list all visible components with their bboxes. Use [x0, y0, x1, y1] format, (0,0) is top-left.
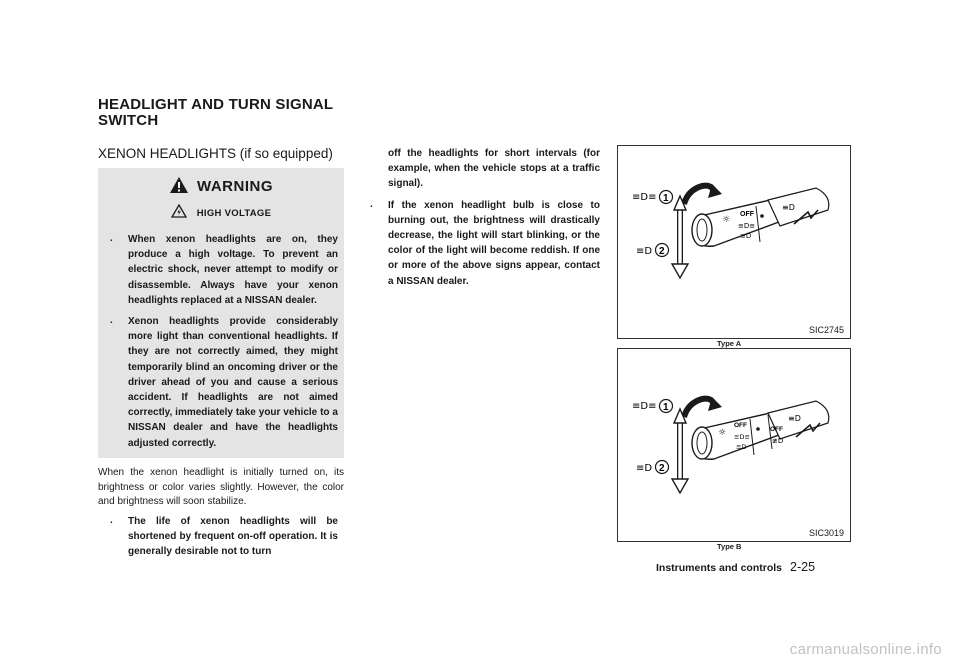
- warning-bullet: . Xenon headlights provide considerably more light than conventional headlights. If they are not correctly aimed, they might temporarily blind an oncoming driver or the driver ahead of you and cause a serious accident. If headlights are not aimed correctly, immediately take your vehicle to a NISSAN dealer and have the headlights adjusted correctly.: [98, 314, 344, 451]
- bullet-list: [98, 514, 344, 560]
- bullet-bulb: . If the xenon headlight bulb is close to burning out, the brightness will drastically decrease, the light will start blinking, or the color of the light will become reddish. If one or more of the above signs appear, contact a NISSAN dealer.: [358, 198, 606, 289]
- headlight-switch-illustration: [618, 349, 850, 541]
- svg-text:☼: ☼: [718, 428, 727, 438]
- knob-off-label: OFF: [740, 211, 754, 218]
- svg-text:≡D≡: ≡D≡: [738, 222, 756, 230]
- page-number: 2-25: [790, 560, 816, 574]
- svg-text:≡D≡: ≡D≡: [632, 401, 657, 412]
- bullet-block: [98, 514, 344, 560]
- bullet-continuation: off the headlights for short intervals (for example, when the vehicle stops at a traffic signal).: [388, 148, 600, 190]
- warning-title: WARNING: [197, 178, 273, 195]
- bullet-list: [358, 198, 606, 289]
- footer-section: Instruments and controls: [656, 562, 783, 574]
- knob-off-label: OFF: [734, 422, 747, 429]
- callout-2: 2: [659, 246, 665, 257]
- svg-text:≡D: ≡D: [782, 203, 795, 212]
- warning-subtitle: HIGH VOLTAGE: [196, 208, 272, 219]
- warning-bullet: . When xenon headlights are on, they produce a high voltage. To prevent an electric shock, never attempt to modify or disassemble. Always have your xenon headlights replaced at a NISSAN dealer.: [98, 232, 344, 308]
- svg-text:☼: ☼: [722, 215, 731, 225]
- high-voltage-icon: [171, 204, 187, 221]
- figure-code: SIC2745: [808, 325, 844, 335]
- warning-subheader: [98, 204, 344, 221]
- figure-caption: Type B: [717, 542, 742, 551]
- callout-1: 1: [663, 402, 669, 413]
- svg-text:≡D≡: ≡D≡: [632, 192, 657, 203]
- svg-text:≡D: ≡D: [636, 463, 653, 474]
- figure-caption: Type A: [717, 339, 742, 348]
- section-title: HEADLIGHT AND TURN SIGNAL SWITCH: [98, 96, 333, 129]
- callout-2: 2: [659, 463, 665, 474]
- figure-code: SIC3019: [808, 528, 844, 538]
- svg-text:≡D≡: ≡D≡: [734, 433, 750, 441]
- page-footer: [656, 560, 815, 574]
- watermark: carmanualsonline.info: [789, 641, 942, 658]
- column-2: [358, 146, 606, 289]
- callout-1: 1: [663, 193, 669, 204]
- figure-type-b: [617, 348, 851, 542]
- headlight-switch-illustration: [618, 146, 850, 338]
- svg-text:≡D: ≡D: [736, 443, 747, 451]
- bullet-on-off: . The life of xenon headlights will be shortened by frequent on-off operation. It is generally desirable not to turn: [98, 514, 344, 560]
- svg-text:≡D: ≡D: [740, 232, 752, 240]
- knob-off-label-2: OFF: [770, 426, 783, 433]
- warning-header: [98, 176, 344, 198]
- warning-list: [98, 232, 344, 457]
- svg-text:≡D: ≡D: [788, 414, 801, 423]
- warning-box: [98, 168, 344, 458]
- figure-type-a: [617, 145, 851, 339]
- svg-text:≡D: ≡D: [636, 246, 653, 257]
- body-paragraph: When the xenon headlight is initially turned on, its brightness or color varies slightly. However, the color and brightness will soon stabilize.: [98, 467, 344, 508]
- subheading: XENON HEADLIGHTS (if so equipped): [98, 146, 333, 161]
- warning-icon: [169, 176, 189, 198]
- svg-text:≢D: ≢D: [772, 437, 784, 445]
